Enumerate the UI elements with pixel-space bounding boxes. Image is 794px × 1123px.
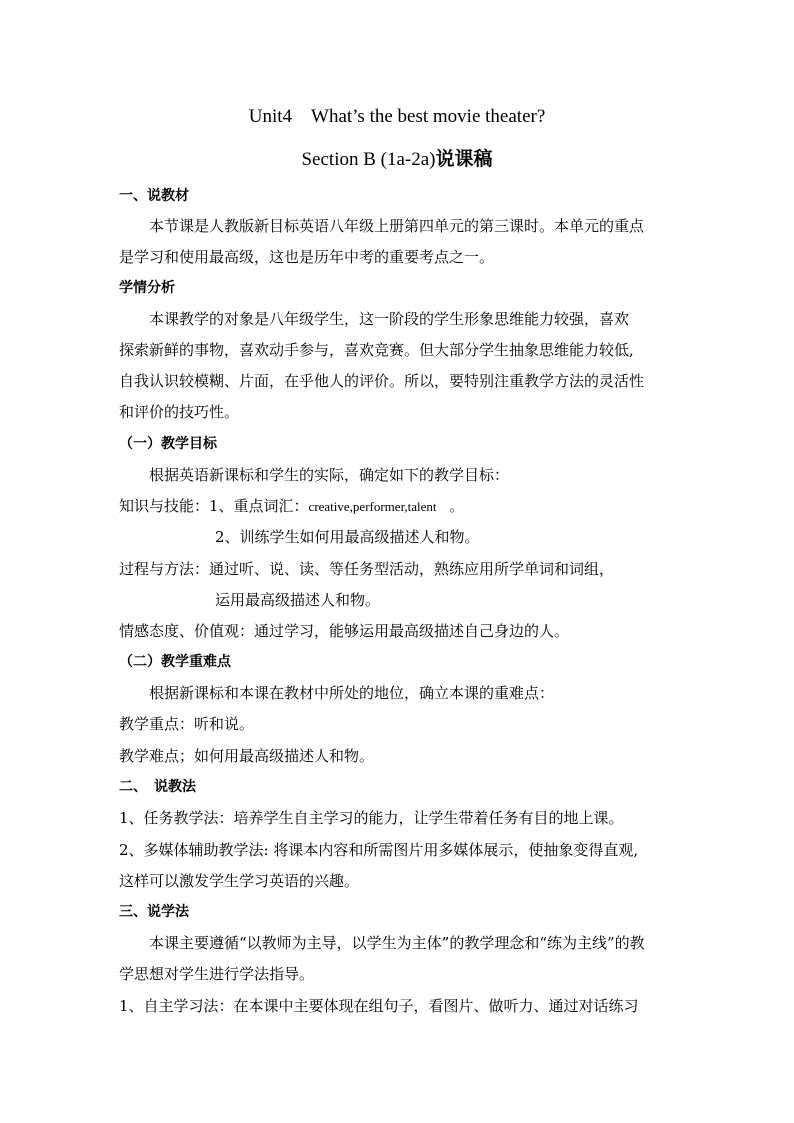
section-heading-teaching-methods: 二、 说教法 xyxy=(119,779,196,795)
section-heading-teaching-goals: （一）教学目标 xyxy=(119,436,217,452)
goal-knowledge-label: 知识与技能：1、重点词汇： xyxy=(119,497,309,515)
goal-emotion-line: 情感态度、价值观：通过学习，能够运用最高级描述自己身边的人。 xyxy=(119,622,570,640)
teaching-method-item: 1、任务教学法：培养学生自主学习的能力，让学生带着任务有目的地上课。 xyxy=(119,809,624,827)
goal-process-line: 运用最高级描述人和物。 xyxy=(215,591,381,609)
materials-paragraph-line: 是学习和使用最高级，这也是历年中考的重要考点之一。 xyxy=(119,248,495,266)
key-points-intro: 根据新课标和本课在教材中所处的地位，确立本课的重难点： xyxy=(149,684,555,702)
materials-paragraph-line: 本节课是人教版新目标英语八年级上册第四单元的第三课时。本单元的重点 xyxy=(149,217,645,235)
student-analysis-line: 探索新鲜的事物，喜欢动手参与，喜欢竞赛。但大部分学生抽象思维能力较低, xyxy=(119,341,634,359)
teaching-method-item: 2、多媒体辅助教学法: 将课本内容和所需图片用多媒体展示，使抽象变得直观, xyxy=(119,841,639,859)
teaching-method-item: 这样可以激发学生学习英语的兴趣。 xyxy=(119,872,360,890)
goal-knowledge-words: creative,performer,talent 。 xyxy=(308,499,463,514)
key-difficulty-line: 教学难点；如何用最高级描述人和物。 xyxy=(119,747,375,765)
subtitle-section-label: Section B (1a-2a) xyxy=(301,149,436,170)
learning-methods-line: 本课主要遵循“以教师为主导，以学生为主体”的教学理念和“练为主线”的教 xyxy=(149,934,645,952)
student-analysis-line: 本课教学的对象是八年级学生，这一阶段的学生形象思维能力较强，喜欢 xyxy=(149,310,630,328)
subtitle-cn-label: 说课稿 xyxy=(435,148,493,170)
student-analysis-line: 和评价的技巧性。 xyxy=(119,403,240,421)
section-heading-learning-methods: 三、说学法 xyxy=(119,904,189,920)
section-heading-student-analysis: 学情分析 xyxy=(119,280,175,296)
document-subtitle xyxy=(0,146,794,173)
learning-method-item: 1、自主学习法：在本课中主要体现在组句子，看图片、做听力、通过对话练习 xyxy=(119,997,639,1015)
section-heading-materials: 一、说教材 xyxy=(119,188,189,204)
teaching-goals-intro: 根据英语新课标和学生的实际，确定如下的教学目标： xyxy=(149,466,510,484)
document-title: Unit4 What’s the best movie theater? xyxy=(248,106,546,127)
goal-process-line: 过程与方法：通过听、说、读、等任务型活动，熟练应用所学单词和词组， xyxy=(119,560,615,578)
section-heading-key-points: （二）教学重难点 xyxy=(119,654,231,670)
key-point-line: 教学重点：听和说。 xyxy=(119,715,255,733)
goal-knowledge-line xyxy=(119,495,463,518)
goal-knowledge-item-2: 2、训练学生如何用最高级描述人和物。 xyxy=(215,528,480,546)
learning-methods-line: 学思想对学生进行学法指导。 xyxy=(119,965,315,983)
student-analysis-line: 自我认识较模糊、片面，在乎他人的评价。所以，要特别注重教学方法的灵活性 xyxy=(119,372,645,390)
